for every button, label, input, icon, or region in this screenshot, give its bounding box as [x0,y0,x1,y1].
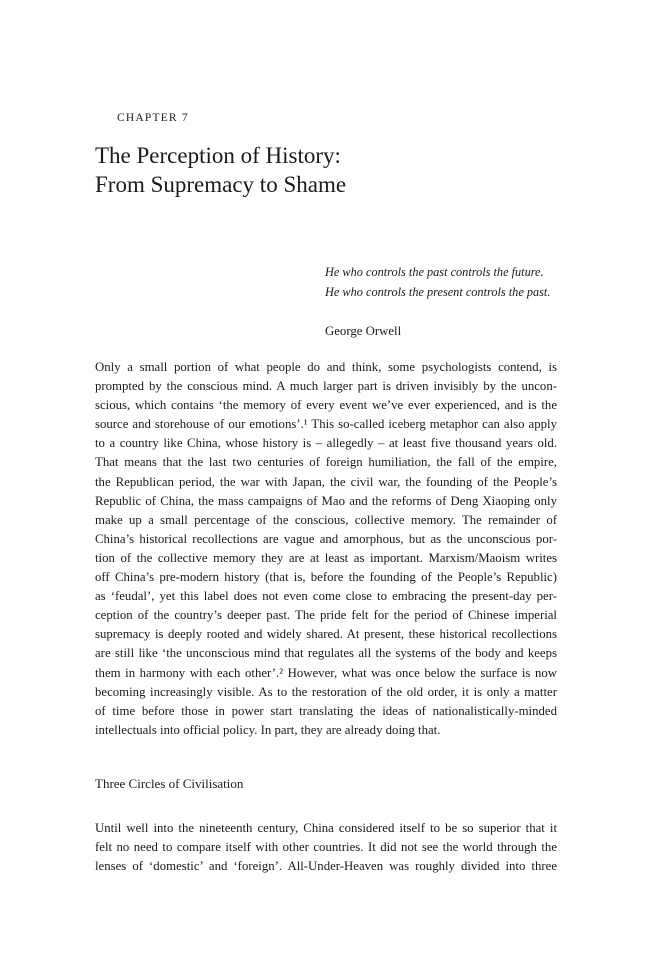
section-heading: Three Circles of Civilisation [95,776,244,791]
epigraph-line: He who controls the past controls the future. [325,265,544,279]
text-line: make up a small percentage of the conscious, collective memory. The remainder of [95,512,557,527]
chapter-title-line: The Perception of History: [95,143,341,168]
text-line: Republic of China, the mass campaigns of Mao and the reforms of Deng Xiaoping only [95,493,557,508]
text-line: them in harmony with each other’.² However, what was once below the surface is now [95,665,557,680]
text-line: intellectuals into official policy. In part, they are already doing that. [95,722,441,737]
text-line: scious, which contains ‘the memory of every event we’ve ever experienced, and is the [95,398,557,413]
text-line: tion of the collective memory they are at least as important. Marxism/Maoism writes [95,550,557,565]
epigraph-line: He who controls the present controls the past. [325,285,551,299]
text-line: supremacy is deeply rooted and widely shared. At present, these historical recollections [95,627,557,642]
text-line: Until well into the nineteenth century, China considered itself to be so superior that it [95,821,557,835]
text-line: to a country like China, whose history is – allegedly – at least five thousand years old. [95,436,557,451]
text-line: the Republican period, the war with Japan, the civil war, the founding of the People’s [95,474,557,489]
text-line: That means that the last two centuries of foreign humiliation, the fall of the empire, [95,455,557,470]
chapter-title [95,141,565,199]
text-line: off China’s pre-modern history (that is, before the founding of the People’s Republic) [95,570,557,585]
text-line: prompted by the conscious mind. A much larger part is driven invisibly by the uncon- [95,379,557,394]
text-line: as ‘feudal’, yet this label does not even come close to embracing the present-day per- [95,589,557,604]
body-paragraph-1 [95,358,557,740]
text-line: felt no need to compare itself with other countries. It did not see the world through the [95,840,557,855]
text-line: becoming increasingly visible. As to the restoration of the old order, it is only a matter [95,684,557,699]
body-paragraph-2 [95,819,557,876]
epigraph [325,262,565,341]
text-line: are still like ‘the unconscious mind that regulates all the systems of the body and keeps [95,646,557,661]
text-line: source and storehouse of our emotions’.¹ This so-called iceberg metaphor can also apply [95,417,557,432]
chapter-title-line: From Supremacy to Shame [95,172,347,197]
text-line: China’s historical recollections are vague and amorphous, but as the unconscious por- [95,531,557,546]
text-line: ception of the country’s deeper past. The pride felt for the period of Chinese imperial [95,608,557,623]
text-line: lenses of ‘domestic’ and ‘foreign’. All-Under-Heaven was roughly divided into three [95,859,557,874]
text-line: of time before those in power start translating the ideas of nationalistically-minded [95,703,557,718]
epigraph-author: George Orwell [325,324,402,338]
chapter-label: CHAPTER 7 [117,112,189,124]
text-line: Only a small portion of what people do and think, some psychologists contend, is [95,360,557,374]
